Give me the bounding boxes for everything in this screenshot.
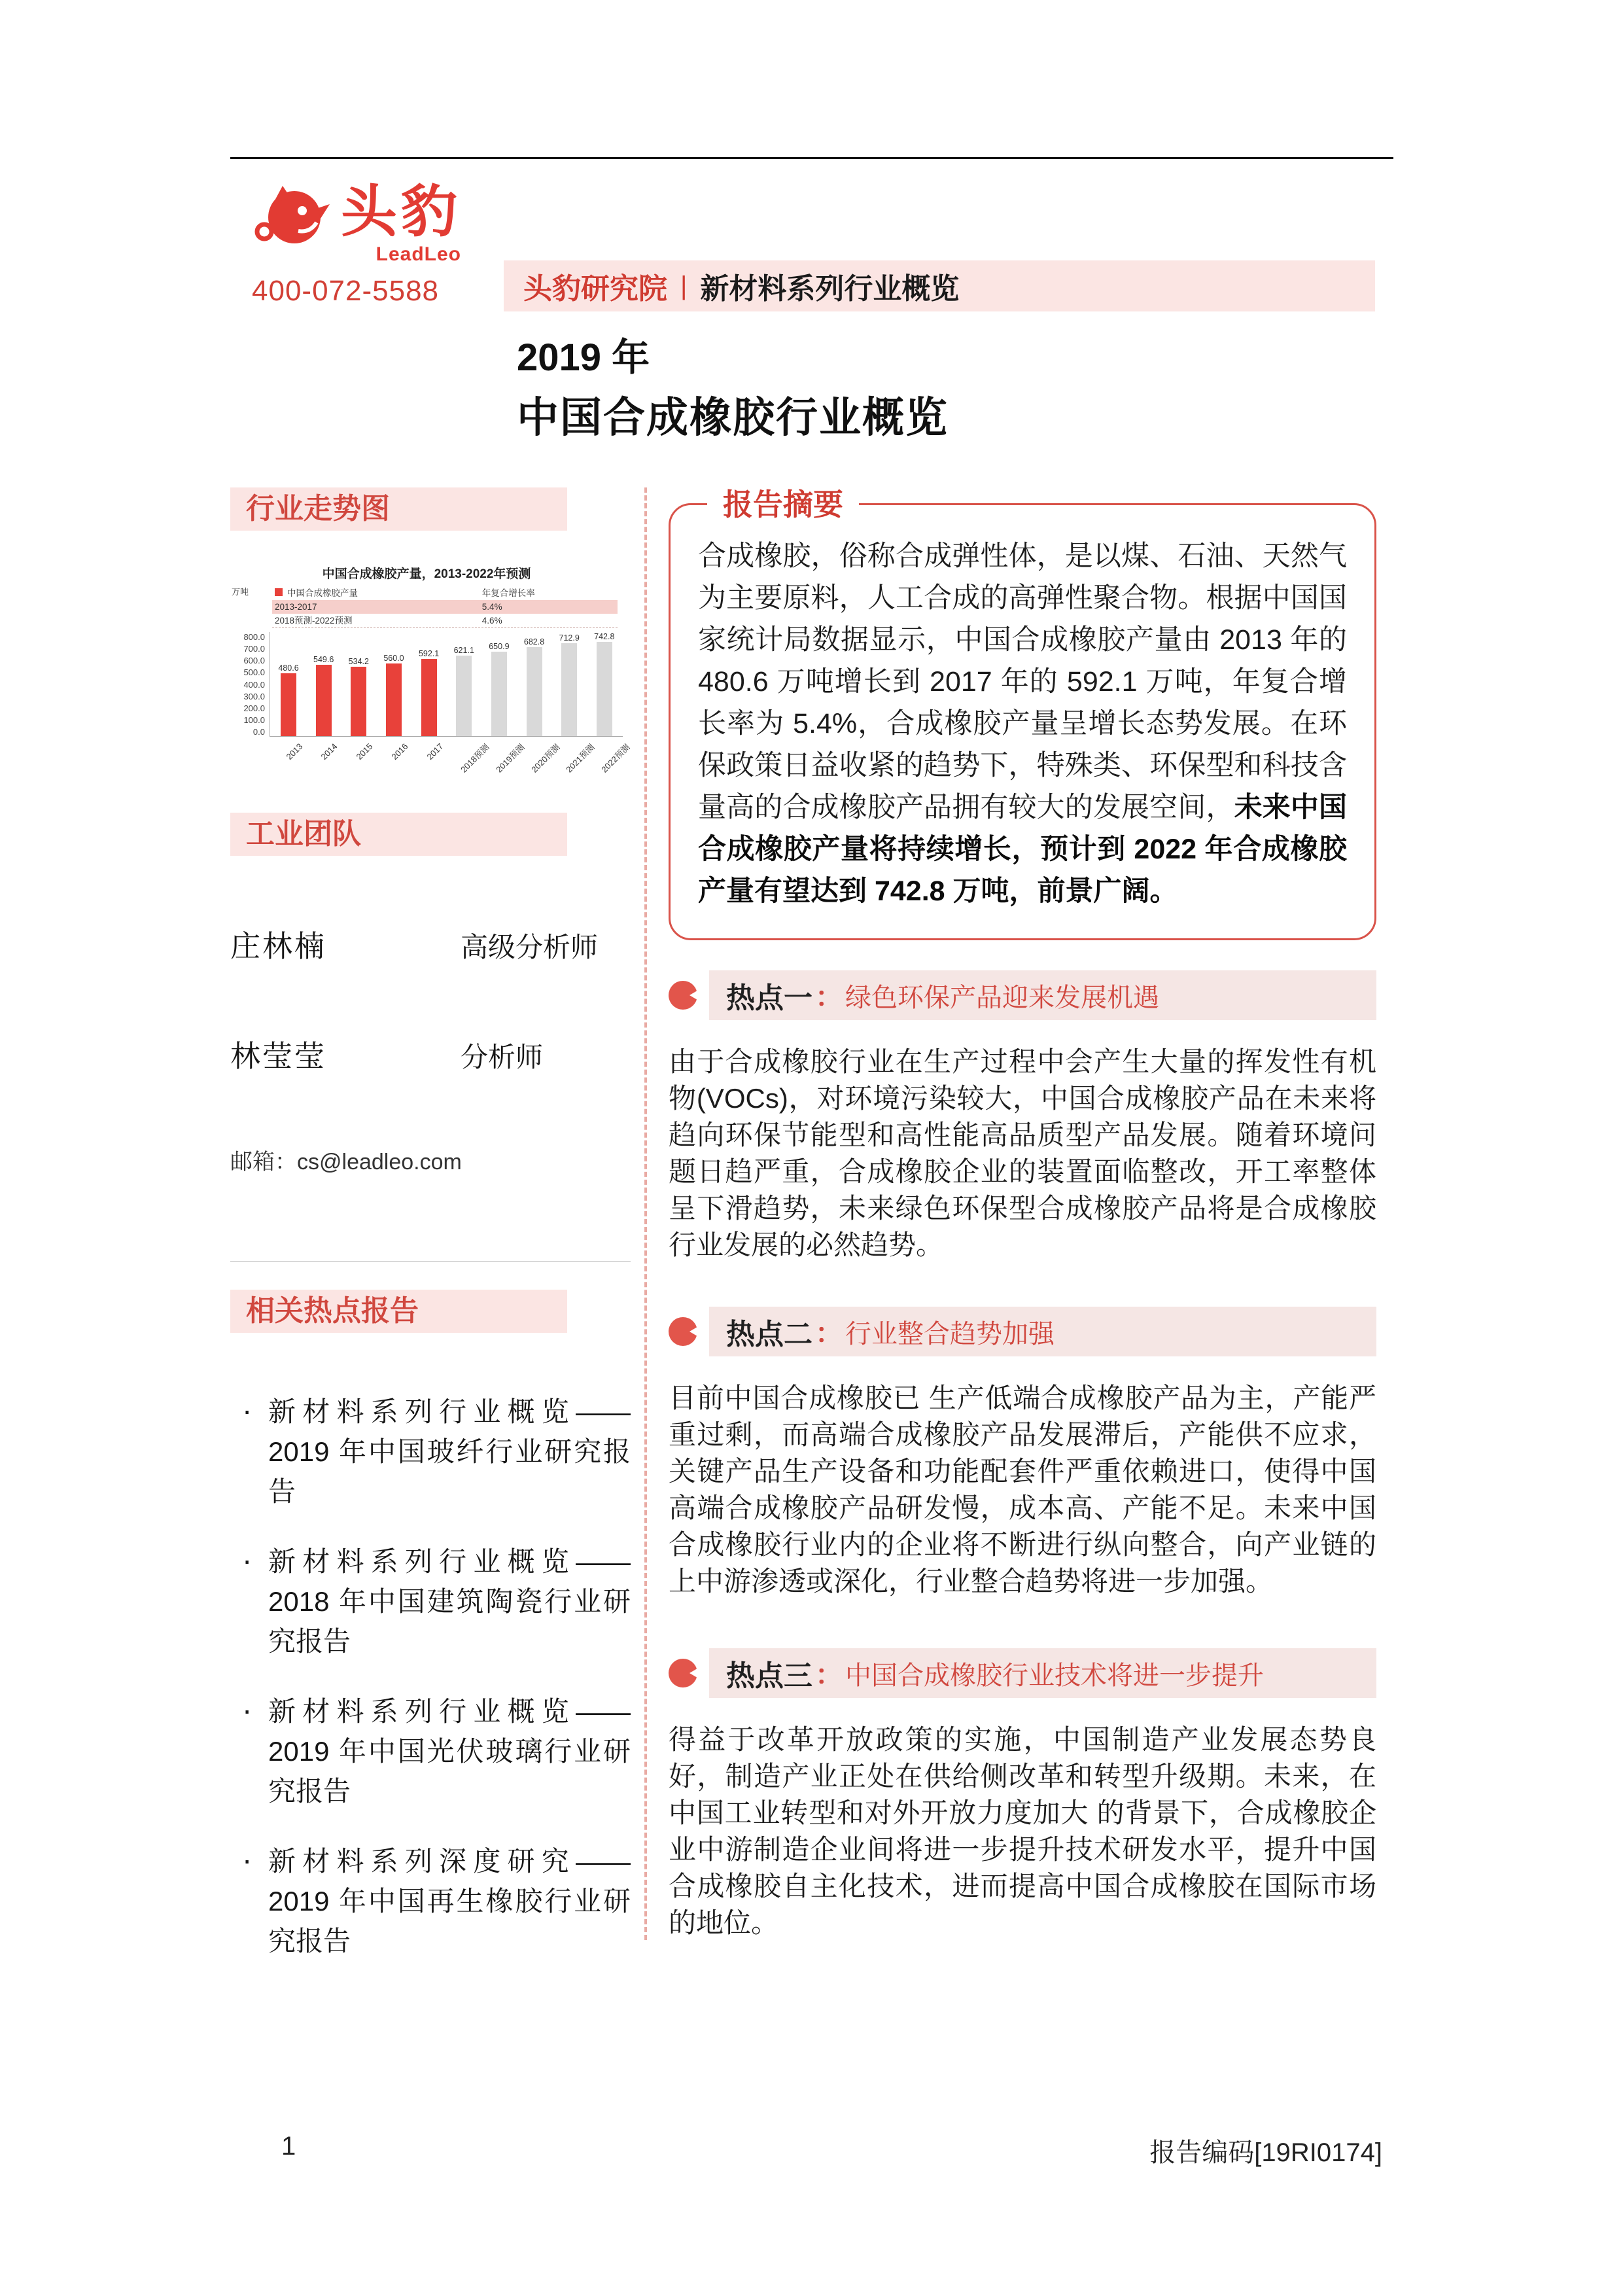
email-label: 邮箱： — [230, 1150, 297, 1174]
chart-bars — [270, 632, 623, 736]
x-axis-tick-label: 2022预测 — [599, 742, 632, 775]
sidebar-divider — [230, 1261, 631, 1262]
bar-value-label: 650.9 — [489, 641, 510, 651]
legend-cagr-row-forecast: 2018预测-2022预测 4.6% — [272, 614, 618, 628]
quote-icon — [669, 981, 697, 1010]
y-axis-tick-label: 700.0 — [243, 644, 265, 654]
bar-value-label: 549.6 — [313, 654, 334, 664]
hotspot-2-banner: 热点二 ： 行业整合趋势加强 — [709, 1307, 1376, 1356]
section-header-related-reports: 相关热点报告 — [230, 1290, 567, 1333]
chart-bar — [351, 667, 366, 736]
bar-value-label: 534.2 — [348, 656, 369, 666]
bullet-icon: · — [242, 1393, 253, 1427]
leadleo-leopard-icon — [252, 182, 332, 250]
x-axis-tick-label: 2013 — [284, 741, 305, 762]
section-header-trend-chart: 行业走势图 — [230, 487, 567, 531]
banner-institute-name: 头豹研究院 — [523, 273, 667, 305]
x-axis-tick-label: 2014 — [319, 741, 340, 762]
x-axis-tick-label: 2017 — [425, 741, 445, 762]
bar-value-label: 682.8 — [523, 637, 545, 647]
chart-bar — [561, 643, 577, 736]
x-axis-tick-label: 2018预测 — [459, 742, 491, 775]
chart-bar — [527, 647, 542, 736]
y-axis-tick-label: 300.0 — [243, 691, 265, 701]
legend-series-swatch — [275, 588, 283, 596]
bullet-icon: · — [242, 1843, 253, 1877]
report-summary-box — [669, 487, 1376, 940]
report-title-main: 中国合成橡胶行业概览 — [517, 394, 949, 441]
y-axis-tick-label: 0.0 — [253, 727, 265, 737]
summary-text-normal: 合成橡胶，俗称合成弹性体，是以煤、石油、天然气为主要原料，人工合成的高弹性聚合物。根据中国国家统计局数据显示，中国合成橡胶产量由 2013 年的 480.6 万吨增长到 2017 年的 592.1 万吨，年复合增长率为 5.4%，合成橡胶产量呈增长态势发展。在环保政策日益收紧的趋势下，特殊类、环保型和科技含量高的合成橡胶产品拥有较大的发展空间， — [698, 540, 1347, 823]
legend-cagr-header: 年复合增长率 — [481, 588, 535, 598]
hotspot-2-header — [669, 1307, 1376, 1356]
bullet-icon: · — [242, 1543, 253, 1577]
analyst-title: 分析师 — [461, 1042, 544, 1072]
leadleo-logo — [252, 182, 533, 308]
chart-bar — [421, 659, 437, 736]
legend-cagr-row-actual: 2013-2017 5.4% — [272, 600, 618, 614]
bar-value-label: 621.1 — [453, 645, 474, 655]
chart-bar — [491, 652, 507, 736]
quote-icon — [669, 1317, 697, 1346]
x-axis-tick-label: 2015 — [354, 741, 375, 762]
hotspot-3-body: 得益于改革开放政策的实施，中国制造产业发展态势良好，制造产业正处在供给侧改革和转型升级期。未来，在中国工业转型和对外开放力度加大 的背景下，合成橡胶企业中游制造企业间将进一步提升技术研发水平，提升中国合成橡胶自主化技术，进而提高中国合成橡胶在国际市场的地位。 — [669, 1724, 1376, 1938]
hotspot-1-subtitle: 绿色环保产品迎来发展机遇 — [845, 983, 1160, 1012]
team-member — [230, 923, 631, 966]
related-report-item: · 新材料系列深度研究——2019 年中国再生橡胶行业研究报告 — [230, 1841, 631, 1961]
hotspot-3-banner: 热点三 ： 中国合成橡胶行业技术将进一步提升 — [709, 1648, 1376, 1698]
hotspot-3-subtitle: 中国合成橡胶行业技术将进一步提升 — [845, 1661, 1265, 1690]
hotspot-3-label: 热点三 — [726, 1660, 812, 1692]
bullet-icon: · — [242, 1693, 253, 1727]
chart-bar — [281, 673, 296, 736]
team-member — [230, 1033, 631, 1076]
y-axis-tick-label: 600.0 — [243, 656, 265, 666]
analyst-name: 林莹莹 — [230, 1039, 326, 1073]
chart-bar — [456, 656, 472, 736]
bar-value-label: 480.6 — [278, 663, 299, 673]
chart-bar — [597, 642, 612, 736]
bar-value-label: 742.8 — [594, 632, 615, 641]
related-report-item: · 新材料系列行业概览——2018 年中国建筑陶瓷行业研究报告 — [230, 1542, 631, 1661]
hotspot-3-header — [669, 1648, 1376, 1698]
y-axis-tick-label: 500.0 — [243, 667, 265, 678]
legend-series-label: 中国合成橡胶产量 — [287, 588, 358, 598]
chart-plot-area — [270, 632, 623, 737]
hotspot-1-banner: 热点一 ： 绿色环保产品迎来发展机遇 — [709, 970, 1376, 1020]
analyst-name: 庄林楠 — [230, 929, 326, 963]
y-axis-tick-label: 800.0 — [243, 632, 265, 642]
chart-y-axis-unit: 万吨 — [232, 587, 249, 597]
sidebar — [230, 487, 631, 1991]
analyst-title: 高级分析师 — [461, 932, 599, 963]
main-content — [669, 487, 1376, 1941]
hotspot-2-label: 热点二 — [726, 1318, 812, 1351]
hotspot-2-subtitle: 行业整合趋势加强 — [845, 1319, 1055, 1349]
banner-separator: | — [680, 271, 688, 300]
production-forecast-chart — [230, 567, 632, 775]
hotspot-1-label: 热点一 — [726, 982, 812, 1014]
x-axis-tick-label: 2021预测 — [564, 742, 597, 775]
bar-value-label: 560.0 — [383, 653, 404, 663]
banner-series-name: 新材料系列行业概览 — [700, 273, 960, 305]
contact-email-row — [230, 1144, 631, 1176]
chart-legend — [272, 586, 618, 628]
hotspot-1-header — [669, 970, 1376, 1020]
y-axis-tick-label: 200.0 — [243, 703, 265, 713]
y-axis-tick-label: 400.0 — [243, 679, 265, 690]
summary-box-title: 报告摘要 — [707, 484, 859, 525]
chart-title: 中国合成橡胶产量，2013-2022年预测 — [322, 567, 531, 581]
x-axis-tick-label: 2020预测 — [529, 742, 562, 775]
section-header-team: 工业团队 — [230, 813, 567, 856]
x-axis-tick-label: 2019预测 — [494, 742, 527, 775]
related-report-list — [230, 1392, 631, 1961]
y-axis-tick-label: 100.0 — [243, 715, 265, 725]
hotspot-1-body: 由于合成橡胶行业在生产过程中会产生大量的挥发性有机物(VOCs)，对环境污染较大，中国合成橡胶产品在未来将趋向环保节能型和高性能高品质型产品发展。随着环境问题日趋严重，合成橡胶企业的装置面临整改，开工率整体呈下滑趋势，未来绿色环保型合成橡胶产品将是合成橡胶行业发展的必然趋势。 — [669, 1046, 1376, 1260]
bar-value-label: 592.1 — [418, 649, 440, 659]
report-title-year: 2019 年 — [517, 336, 650, 379]
top-rule — [230, 157, 1393, 159]
x-axis-tick-label: 2016 — [389, 741, 410, 762]
chart-x-labels — [270, 741, 632, 775]
contact-phone: 400-072-5588 — [252, 275, 440, 307]
hotspot-2-body: 目前中国合成橡胶已 生产低端合成橡胶产品为主，产能严重过剩，而高端合成橡胶产品发展滞后，产能供不应求，关键产品生产设备和功能配套件严重依赖进口，使得中国高端合成橡胶产品研发慢，成本高、产能不足。未来中国合成橡胶行业内的企业将不断进行纵向整合，向产业链的上中游渗透或深化，行业整合趋势将进一步加强。 — [669, 1383, 1376, 1597]
report-title — [517, 335, 949, 445]
logo-text-cn: 头豹 — [341, 181, 461, 243]
related-report-item: · 新材料系列行业概览——2019 年中国光伏玻璃行业研究报告 — [230, 1691, 631, 1811]
summary-text — [698, 535, 1347, 912]
quote-icon — [669, 1659, 697, 1687]
series-banner — [504, 260, 1375, 311]
report-code: 报告编码[19RI0174] — [1149, 2138, 1382, 2167]
logo-text-en: LeadLeo — [375, 243, 461, 265]
page-number: 1 — [281, 2132, 296, 2161]
chart-bar — [316, 665, 332, 736]
bar-value-label: 712.9 — [559, 633, 580, 643]
chart-bar — [386, 663, 402, 736]
summary-text-bold: 未来中国合成橡胶产量将持续增长，预计到 2022 年合成橡胶产量有望达到 742.8 万吨，前景广阔。 — [698, 792, 1348, 907]
dashed-column-divider — [644, 487, 647, 1940]
chart-y-axis — [230, 632, 270, 737]
related-report-item: · 新材料系列行业概览——2019 年中国玻纤行业研究报告 — [230, 1392, 631, 1511]
email-address[interactable]: cs@leadleo.com — [297, 1150, 462, 1174]
